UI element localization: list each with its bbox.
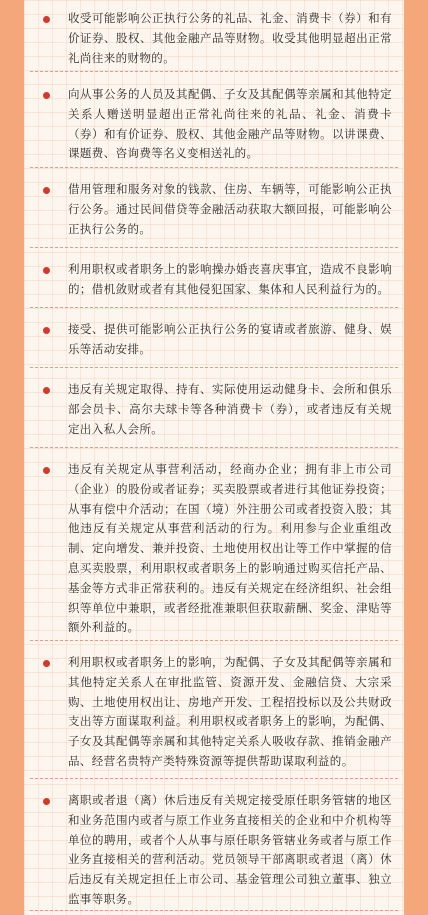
dashed-divider xyxy=(30,71,398,72)
bullet-dot xyxy=(43,467,50,474)
bullet-dot xyxy=(43,92,50,99)
list-item-text: 利用职权或者职务上的影响，为配偶、子女及其配偶等亲属和其他特定关系人在审批监管、资源开发、金融信贷、大宗采购、土地使用权出让、房地产开发、工程招投标以及公共财政支出等方面谋取利益。利用职权或者职务上的影响，为配偶、子女及其配偶等亲属和其他特定关系人吸收存款、推销金融产品、经营名贵特产类特殊资源等提供帮助谋取利益的。 xyxy=(68,655,392,768)
dashed-divider xyxy=(30,447,398,448)
list-item-text: 违反有关规定从事营利活动，经商办企业；拥有非上市公司（企业）的股份或者证券；买卖股票或者进行其他证券投资；从事有偿中介活动；在国（境）外注册公司或者投资入股；其他违反有关规定从事营利活动的行为。利用参与企业重组改制、定向增发、兼并投资、土地使用权出让等工作中掌握的信息买卖股票，利用职权或者职务上的影响通过购买信托产品、基金等方式非正常获利的。违反有关规定在经济组织、社会组织等单位中兼职，或者经批准兼职但获取薪酬、奖金、津贴等额外利益的。 xyxy=(68,462,392,635)
list-item-text: 借用管理和服务对象的钱款、住房、车辆等，可能影响公正执行公务。通过民间借贷等金融活动获取大额回报，可能影响公正执行公务的。 xyxy=(68,182,392,236)
dashed-divider xyxy=(30,307,398,308)
dashed-divider xyxy=(30,778,398,779)
bullet-dot xyxy=(43,660,50,667)
bullet-dot xyxy=(43,16,50,23)
list-item-text: 利用职权或者职务上的影响操办婚丧喜庆事宜，造成不良影响的；借机敛财或者有其他侵犯国家、集体和人民利益行为的。 xyxy=(68,262,392,296)
bullet-dot xyxy=(43,387,50,394)
dashed-divider xyxy=(30,247,398,248)
dashed-divider xyxy=(30,640,398,641)
bullet-dot xyxy=(43,187,50,194)
bullet-dot xyxy=(43,267,50,274)
bullet-dot xyxy=(43,798,50,805)
list-item-text: 向从事公务的人员及其配偶、子女及其配偶等亲属和其他特定关系人赠送明显超出正常礼尚往来的礼品、礼金、消费卡（券）和有价证券、股权、其他金融产品等财物。以讲课费、课题费、咨询费等名义变相送礼的。 xyxy=(68,87,392,161)
list-item-text: 收受可能影响公正执行公务的礼品、礼金、消费卡（券）和有价证券、股权、其他金融产品等财物。收受其他明显超出正常礼尚往来的财物的。 xyxy=(68,11,392,65)
content-panel xyxy=(24,0,404,915)
list-item-text: 接受、提供可能影响公正执行公务的宴请或者旅游、健身、娱乐等活动安排。 xyxy=(68,322,392,356)
list-item-text: 离职或者退（离）休后违反有关规定接受原任职务管辖的地区和业务范围内或者与原工作业务直接相关的企业和中介机构等单位的聘用，或者个人从事与原任职务管辖业务或者与原工作业务直接相关的营利活动。党员领导干部离职或者退（离）休后违反有关规定担任上市公司、基金管理公司独立董事、独立监事等职务。 xyxy=(68,793,392,906)
list-item-text: 违反有关规定取得、持有、实际使用运动健身卡、会所和俱乐部会员卡、高尔夫球卡等各种消费卡（券），或者违反有关规定出入私人会所。 xyxy=(68,382,392,436)
bullet-dot xyxy=(43,327,50,334)
dashed-divider xyxy=(30,910,398,911)
dashed-divider xyxy=(30,367,398,368)
dashed-divider xyxy=(30,167,398,168)
